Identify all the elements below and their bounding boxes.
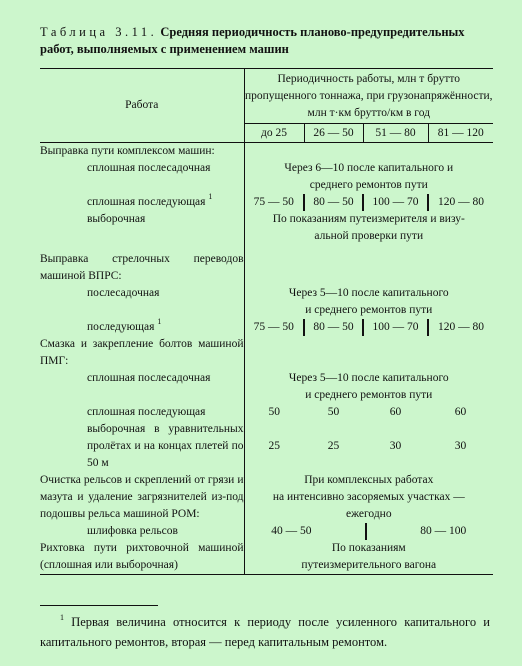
row-value: 40 — 50 80 — 100 [244,523,493,540]
table-row [40,370,493,404]
row-value: 100 — 70 [363,194,428,211]
row-value: 80 — 50 [304,194,363,211]
table-row [40,319,493,336]
header-range-2: 26 — 50 [304,124,363,143]
row-value: Через 6—10 после капитального и среднего ремонтов пути [284,162,454,191]
row-value: При комплексных работах на интенсивно засоряемых участках — ежегодно [272,474,465,520]
row-value: 30 [454,440,467,452]
table-row [40,404,493,421]
row-work: последующая $^1$ [40,319,244,336]
table-row [40,336,493,370]
row-work: выборочная в уравнительных пролётах и на концах плетей по 50 м [40,421,244,472]
row-work: сплошная послесадочная [40,370,244,404]
row-value: Через 5—10 после капитального и среднего ремонтов пути [288,287,449,316]
header-range-1: до 25 [244,124,304,143]
table-row [40,245,493,285]
table-row [40,285,493,319]
row-value: 60 [389,406,402,418]
row-value: 50 [268,406,280,418]
footnote-rule [40,605,158,606]
row-value: По показаниям путеизмерителя и визу- альной проверки пути [272,213,465,242]
row-work: сплошная последующая $^1$ [40,194,244,211]
row-value: 75 — 50 [253,196,294,208]
table-row [40,523,493,540]
periodicity-table [40,68,493,575]
row-work: выборочная [40,211,244,245]
row-work: Выправка пути комплексом машин: [40,143,244,161]
row-value: 25 [327,440,340,452]
table-row [40,540,493,575]
header-work: Работа [40,69,244,143]
footnote-marker: 1 [60,613,64,622]
table-caption [40,24,500,58]
header-range-4: 81 — 120 [428,124,493,143]
table-number: Таблица 3.11. [40,25,158,39]
table-row [40,421,493,472]
row-value: Через 5—10 после капитального и среднего ремонтов пути [288,372,449,401]
row-work: сплошная последующая [40,404,244,421]
row-value: 30 [389,440,402,452]
row-value: 100 — 70 [363,319,428,336]
row-value: 50 [327,406,340,418]
row-work: сплошная послесадочная [40,160,244,194]
row-value: 25 [268,440,280,452]
table-row [40,160,493,194]
table-row [40,472,493,523]
row-work: Смазка и закрепление болтов машиной ПМГ: [40,336,244,370]
table-title: Средняя периодичность планово-предупредительных работ, выполняемых с применением машин [40,25,465,56]
table-row [40,194,493,211]
row-value: 75 — 50 [253,321,294,333]
row-value: 80 — 50 [304,319,363,336]
row-value: 120 — 80 [428,194,493,211]
table-row [40,211,493,245]
footnote-text: Первая величина относится к периоду после усиленного капитального и капитального ремонтов, вторая — перед капитальным ремонтом. [40,615,490,649]
row-work: послесадочная [40,285,244,319]
header-period: Периодичность работы, млн т брутто пропущенного тоннажа, при грузонапряжённости, млн т·км брутто/км в год [244,69,493,124]
footnote [40,612,490,652]
row-work: шлифовка рельсов [40,523,244,540]
table-row [40,143,493,161]
row-work: Выправка стрелочных переводов машиной ВПРС: [40,245,244,285]
row-value: По показаниям путеизмерительного вагона [244,540,493,575]
row-value: 60 [454,406,467,418]
header-range-3: 51 — 80 [363,124,428,143]
row-work: Очистка рельсов и скреплений от грязи и мазута и удаление загрязнителей из-под подошвы рельса машиной РОМ: [40,472,244,523]
row-work: Рихтовка пути рихтовочной машиной (сплошная или выборочная) [40,540,244,575]
row-value: 120 — 80 [428,319,493,336]
